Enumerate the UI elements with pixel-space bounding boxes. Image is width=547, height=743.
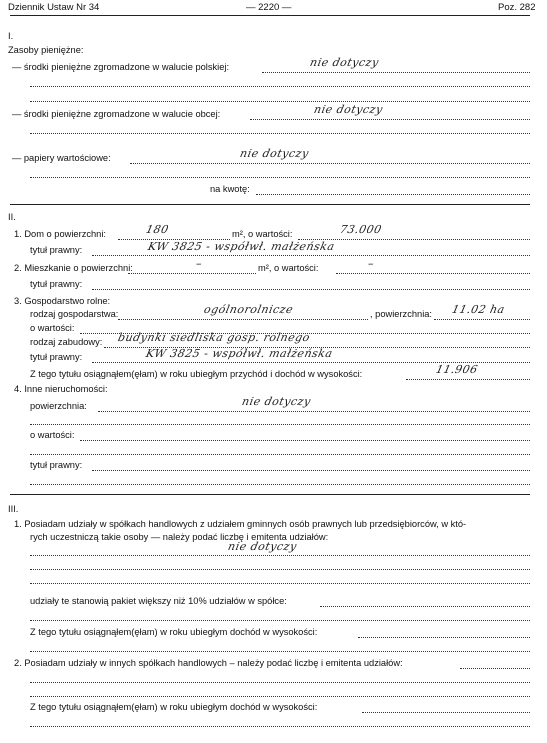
flat-area-label: 2. Mieszkanie o powierzchni: — [14, 263, 133, 273]
farm-area-handwriting: 11.02 ha — [450, 303, 507, 316]
shares-municipal-handwriting: nie dotyczy — [226, 540, 299, 553]
house-value-label: m², o wartości: — [232, 229, 293, 239]
other-title-label: tytuł prawny: — [30, 460, 83, 470]
header-rule — [10, 15, 530, 16]
house-title-line — [92, 255, 530, 256]
other-value-line — [80, 440, 530, 441]
farm-kind-label: rodzaj gospodarstwa: — [30, 309, 119, 319]
cash-pln-label: — środki pieniężne zgromadzone w walucie polskiej: — [12, 62, 230, 72]
shares-other-income-label: Z tego tytułu osiągnąłem(ęłam) w roku ubiegłym dochód w wysokości: — [30, 702, 318, 712]
farm-income-handwriting: 11.906 — [434, 363, 479, 376]
shares-other-text: 2. Posiadam udziały w innych spółkach handlowych – należy podać liczbę i emitenta udziałów: — [14, 658, 403, 668]
farm-title-label: tytuł prawny: — [30, 352, 83, 362]
flat-value-line — [336, 273, 530, 274]
farm-kind-line — [118, 319, 368, 320]
amount-label: na kwotę: — [210, 184, 250, 194]
house-area-handwriting: 180 — [144, 223, 170, 236]
farm-kind-handwriting: ogólnorolnicze — [202, 303, 295, 316]
journal-title: Dziennik Ustaw Nr 34 — [8, 2, 100, 13]
other-title-line — [92, 470, 530, 471]
shares-other-line-2 — [30, 682, 530, 683]
other-value-label: o wartości: — [30, 430, 75, 440]
shares-other-income-line-2 — [30, 726, 530, 727]
shares-packet-label: udziały te stanowią pakiet większy niż 10% udziałów w spółce: — [30, 596, 287, 606]
house-title-label: tytuł prawny: — [30, 245, 83, 255]
amount-line — [256, 194, 530, 195]
farm-label: 3. Gospodarstwo rolne: — [14, 296, 111, 306]
shares-packet-line — [320, 606, 530, 607]
farm-area-label: , powierzchnia: — [370, 309, 433, 319]
shares-municipal-income-line-2 — [30, 651, 530, 652]
farm-value-label: o wartości: — [30, 323, 75, 333]
shares-municipal-income-line — [358, 637, 530, 638]
securities-label: — papiery wartościowe: — [12, 153, 111, 163]
section-2-rule — [10, 494, 530, 495]
cash-pln-line — [262, 72, 530, 73]
farm-buildings-label: rodzaj zabudowy: — [30, 337, 103, 347]
cash-pln-line-3 — [30, 101, 530, 102]
shares-municipal-line-3 — [30, 583, 530, 584]
other-property-label: 4. Inne nieruchomości: — [14, 384, 108, 394]
house-area-label: 1. Dom o powierzchni: — [14, 229, 106, 239]
cash-foreign-line — [250, 119, 530, 120]
other-area-label: powierzchnia: — [30, 401, 87, 411]
section-2-number: II. — [8, 212, 16, 222]
position-number: Poz. 282 — [498, 2, 536, 13]
house-title-handwriting: KW 3825 - współwł. małżeńska — [146, 240, 336, 253]
farm-income-label: Z tego tytułu osiągnąłem(ęłam) w roku ubiegłym przychód i dochód w wysokości: — [30, 369, 363, 379]
section-1-rule — [10, 204, 530, 205]
shares-other-line-3 — [30, 696, 530, 697]
section-3-number: III. — [8, 504, 19, 514]
securities-handwriting: nie dotyczy — [238, 147, 311, 160]
flat-title-label: tytuł prawny: — [30, 279, 83, 289]
shares-municipal-text-1: 1. Posiadam udziały w spółkach handlowych z udziałem gminnych osób prawnych lub przedsiębiorców, w któ- — [14, 519, 467, 529]
securities-line — [130, 163, 530, 164]
farm-title-handwriting: KW 3825 - współwł. małżeńska — [144, 347, 334, 360]
flat-area-handwriting: – — [194, 257, 204, 270]
shares-municipal-text-2: rych uczestniczą takie osoby — należy podać liczbę i emitenta udziałów: — [30, 532, 329, 542]
shares-other-income-line — [362, 712, 530, 713]
cash-pln-line-2 — [30, 86, 530, 87]
shares-municipal-line-1 — [30, 555, 530, 556]
shares-other-line — [460, 668, 530, 669]
page-number: — 2220 — — [246, 2, 292, 13]
section-1-number: I. — [8, 31, 14, 41]
cash-foreign-label: — środki pieniężne zgromadzone w walucie obcej: — [12, 109, 221, 119]
flat-area-line — [128, 273, 256, 274]
other-area-line — [98, 411, 530, 412]
farm-buildings-handwriting: budynki siedliska gosp. rolnego — [116, 331, 312, 344]
other-value-line-2 — [30, 454, 530, 455]
flat-value-label: m², o wartości: — [258, 263, 319, 273]
cash-foreign-handwriting: nie dotyczy — [312, 103, 385, 116]
house-value-handwriting: 73.000 — [338, 223, 383, 236]
other-area-line-2 — [30, 424, 530, 425]
cash-foreign-line-2 — [30, 133, 530, 134]
shares-municipal-income-label: Z tego tytułu osiągnąłem(ęłam) w roku ubiegłym dochód w wysokości: — [30, 627, 318, 637]
other-area-handwriting: nie dotyczy — [240, 395, 313, 408]
shares-municipal-line-2 — [30, 569, 530, 570]
section-1-heading: Zasoby pieniężne: — [8, 45, 84, 55]
securities-line-2 — [30, 177, 530, 178]
flat-value-handwriting: – — [366, 257, 376, 270]
farm-area-line — [434, 319, 530, 320]
farm-income-line — [406, 379, 530, 380]
shares-packet-line-2 — [30, 620, 530, 621]
cash-pln-handwriting: nie dotyczy — [308, 56, 381, 69]
other-title-line-2 — [30, 484, 530, 485]
flat-title-line — [92, 289, 530, 290]
